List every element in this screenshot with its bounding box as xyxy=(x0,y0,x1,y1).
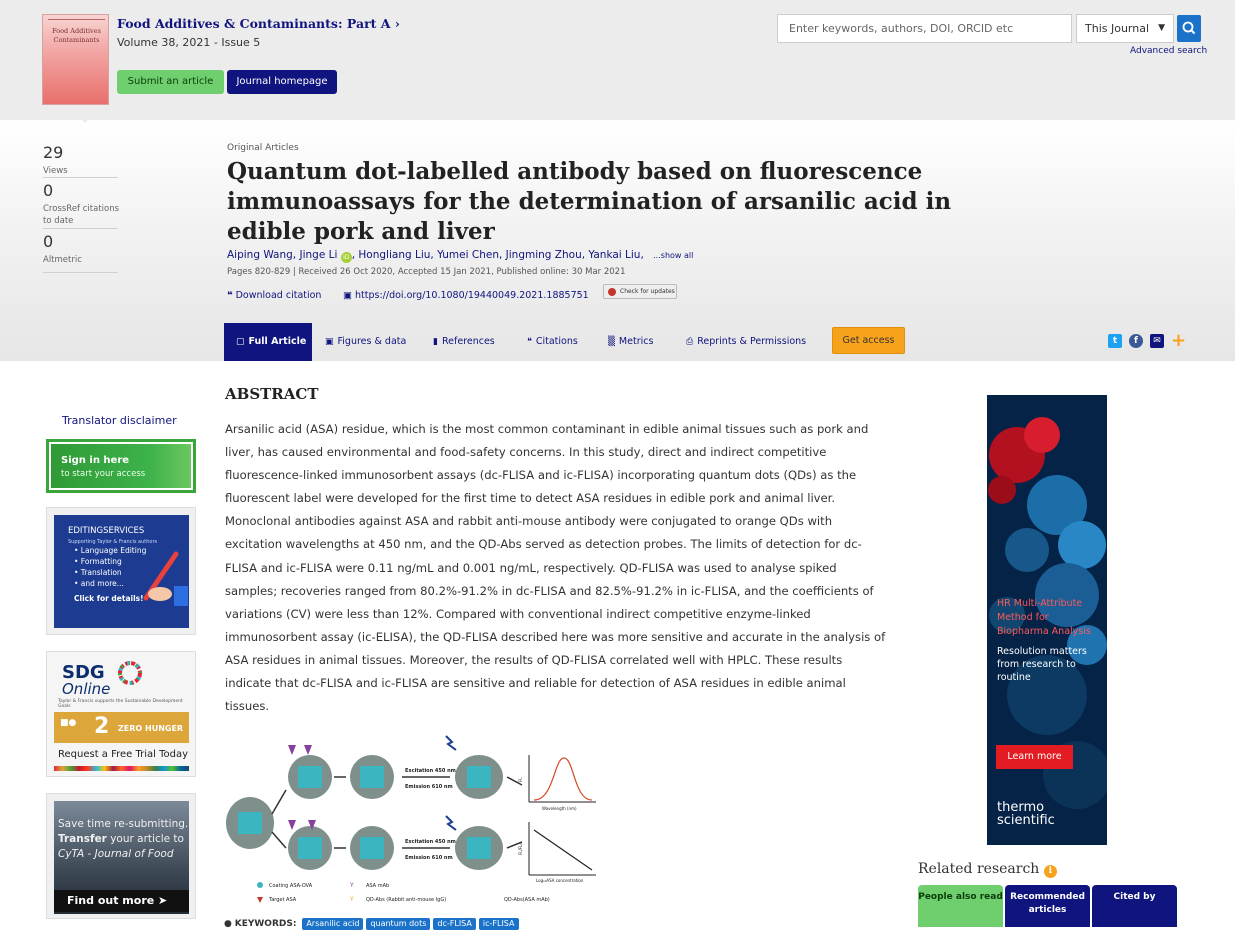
sign-in-banner[interactable] xyxy=(46,439,196,493)
editing-ad-item: • Translation xyxy=(74,568,122,577)
sdg-goal-number: 2 xyxy=(94,714,110,739)
light-bolt-icon xyxy=(446,816,456,830)
sign-in-subtitle: to start your access xyxy=(61,469,146,479)
advanced-search-link[interactable]: Advanced search xyxy=(1130,46,1208,56)
keyword-chip[interactable]: dc-FLISA xyxy=(433,918,475,930)
cyta-line-2: Transfer your article to xyxy=(58,833,184,845)
search-scope-select[interactable]: This Journal ▼ xyxy=(1076,14,1174,43)
chevron-right-icon: › xyxy=(394,16,400,31)
publication-history: Pages 820-829 | Received 26 Oct 2020, Accepted 15 Jan 2021, Published online: 30 Mar 2021 xyxy=(227,267,626,277)
journal-cover[interactable] xyxy=(42,14,109,105)
editing-ad-item: • Language Editing xyxy=(74,546,147,555)
get-access-button[interactable]: Get access xyxy=(832,327,905,354)
journal-volume[interactable]: Volume 38, 2021 - Issue 5 xyxy=(117,36,261,49)
arrow-circle-icon: ➤ xyxy=(158,894,168,907)
tag-icon: ● xyxy=(224,919,232,929)
quote-icon: ❝ xyxy=(527,337,532,347)
header-notch xyxy=(79,117,91,123)
sign-in-title: Sign in here xyxy=(61,455,130,466)
facebook-icon[interactable]: f xyxy=(1129,334,1143,348)
crossref-label: CrossRef citations to date xyxy=(43,204,120,226)
sdg-color-strip xyxy=(54,766,189,771)
sdg-goal-label: ZERO HUNGER xyxy=(118,724,184,733)
tab-citations[interactable]: ❝ Citations xyxy=(527,323,578,361)
emission-label: Emission 610 nm xyxy=(405,855,453,861)
tab-people-also-read[interactable]: People also read xyxy=(918,885,1003,927)
print-icon: ⎙ xyxy=(686,337,694,347)
search-input[interactable]: Enter keywords, authors, DOI, ORCID etc xyxy=(777,14,1072,43)
article-title: Quantum dot-labelled antibody based on fluorescence immunoassays for the determination of arsanilic acid in edible pork and liver xyxy=(227,158,952,245)
journal-title[interactable]: Food Additives & Contaminants: Part A › xyxy=(117,16,400,31)
tab-figures-data[interactable]: ▣ Figures & data xyxy=(325,323,406,361)
tab-full-article[interactable]: ▢ Full Article xyxy=(224,323,312,361)
svg-text:Y: Y xyxy=(350,896,354,903)
svg-text:QD-Abs(ASA mAb): QD-Abs(ASA mAb) xyxy=(504,897,550,903)
svg-text:QD-Abs (Rabbit anti-mouse IgG): QD-Abs (Rabbit anti-mouse IgG) xyxy=(366,897,447,903)
editing-ad-item: • and more... xyxy=(74,579,124,588)
info-icon[interactable]: i xyxy=(1044,865,1057,878)
ad-headline: HR Multi-Attribute Method for Biopharma Analysis xyxy=(997,598,1091,637)
pen-hand-icon xyxy=(140,548,190,608)
download-citation-link[interactable]: ❝ Download citation xyxy=(227,290,322,301)
altmetric-count: 0 xyxy=(43,232,54,251)
crossref-count: 0 xyxy=(43,181,54,200)
svg-text:FL/FL₀: FL/FL₀ xyxy=(518,842,523,855)
sdg-online-word: Online xyxy=(62,680,111,698)
sdg-cta: Request a Free Trial Today xyxy=(58,749,189,760)
emission-spectrum-curve xyxy=(534,758,592,800)
graphical-abstract-figure[interactable] xyxy=(224,730,602,910)
abstract-heading: ABSTRACT xyxy=(225,385,319,403)
metric-divider xyxy=(43,272,118,273)
altmetric-label: Altmetric xyxy=(43,255,82,265)
excitation-label: Excitation 450 nm xyxy=(405,839,456,845)
svg-text:FL: FL xyxy=(518,777,523,782)
abstract-text: Arsanilic acid (ASA) residue, which is the most common contaminant in edible animal tissues such as pork and liver, has caused environmental and food-safety concerns. In this study, direct and indirect competitive fluorescence-linked immunosorbent assays (dc-FLISA and ic-FLISA) incorporating quantum dots (QDs) as the fluorescent label were developed for the first time to detect ASA residues in edible pork and animal liver. Monoclonal antibodies against ASA and rabbit anti-mouse antibody were conjugated to orange QDs with excitation wavelengths at 450 nm, and the QD-Abs served as detection probes. The limits of detection for dc-FLISA and ic-FLISA were 0.11 ng/mL and 0.001 ng/mL, respectively. QD-FLISA was used to analyse spiked samples; recoveries ranged from 80.2%-91.2% in dc-FLISA and 82.5%-91.2% in ic-FLISA, and the coefficients of variations (CV) were less than 12%. Compared with conventional indirect competitive enzyme-linked immunosorbent assay (ic-ELISA), the QD-FLISA described here was more sensitive and accurate in the analysis of ASA residues in animal tissues. Moreover, the results of QD-FLISA correlated well with HPLC. These results indicate that dc-FLISA and ic-FLISA are sensitive and reliable for detection of ASA residues in edible animal tissues. xyxy=(225,422,886,714)
assay-schematic xyxy=(224,730,602,910)
orcid-icon[interactable]: iD xyxy=(341,252,352,263)
keyword-chip[interactable]: ic-FLISA xyxy=(479,918,519,930)
cover-rule xyxy=(48,19,105,20)
search-icon xyxy=(1177,15,1201,42)
svg-text:Wavelength (nm): Wavelength (nm) xyxy=(542,806,577,811)
editing-ad-item: • Formatting xyxy=(74,557,122,566)
svg-text:Coating ASA-OVA: Coating ASA-OVA xyxy=(269,883,313,889)
crossmark-icon xyxy=(608,288,616,296)
editing-ad-subtitle: Supporting Taylor & Francis authors xyxy=(68,539,158,545)
plus-icon[interactable]: + xyxy=(1171,330,1187,351)
author-list[interactable]: Aiping Wang, Jinge Li iD , Hongliang Liu, Yumei Chen, Jingming Zhou, Yankai Liu, ...show all xyxy=(227,249,694,261)
tractor-icon: ■● xyxy=(60,718,77,728)
metric-divider xyxy=(43,228,118,229)
chevron-down-icon: ▼ xyxy=(1158,23,1165,33)
ad-subheadline: Resolution matters from research to routine xyxy=(997,646,1087,683)
quote-icon: ❝ xyxy=(227,290,233,301)
emission-label: Emission 610 nm xyxy=(405,784,453,790)
document-icon: ▢ xyxy=(236,337,245,347)
tab-reprints-permissions[interactable]: ⎙ Reprints & Permissions xyxy=(686,323,806,361)
sdg-title: SDG xyxy=(62,662,105,683)
book-icon: ▮ xyxy=(433,337,438,347)
tab-cited-by[interactable]: Cited by xyxy=(1092,885,1177,927)
tab-references[interactable]: ▮ References xyxy=(433,323,495,361)
image-icon: ▣ xyxy=(325,337,334,347)
thermo-scientific-ad[interactable] xyxy=(987,395,1107,845)
translator-disclaimer-link[interactable]: Translator disclaimer xyxy=(62,414,177,427)
sdg-wheel-icon xyxy=(118,661,142,685)
cyta-line-1: Save time re-submitting. xyxy=(58,818,189,830)
bar-chart-icon: ▒ xyxy=(608,337,615,347)
svg-text:ASA mAb: ASA mAb xyxy=(366,883,390,889)
metric-divider xyxy=(43,177,118,178)
search-button[interactable] xyxy=(1177,15,1201,42)
tab-metrics[interactable]: ▒ Metrics xyxy=(608,323,653,361)
related-research-heading: Related research i xyxy=(918,861,1057,878)
keyword-chip[interactable]: Arsanilic acid xyxy=(302,918,363,930)
svg-text:Log₁₀ASA concentration: Log₁₀ASA concentration xyxy=(536,878,584,883)
editing-ad-cta: Click for details! xyxy=(74,594,144,603)
svg-text:Y: Y xyxy=(350,882,354,889)
article-section-label: Original Articles xyxy=(227,143,299,153)
doi-link[interactable]: ▣ https://doi.org/10.1080/19440049.2021.1885751 xyxy=(343,290,589,301)
keywords-row: ● KEYWORDS: Arsanilic acid quantum dots dc-FLISA ic-FLISA xyxy=(224,918,519,930)
check-for-updates-badge[interactable]: Check for updates xyxy=(603,284,677,299)
calibration-line xyxy=(534,830,592,870)
journal-homepage-button[interactable]: Journal homepage xyxy=(227,70,337,94)
tab-recommended-articles[interactable]: Recommended articles xyxy=(1005,885,1090,927)
editing-ad-title: EDITINGSERVICES xyxy=(68,526,145,536)
excitation-label: Excitation 450 nm xyxy=(405,768,456,774)
learn-more-button[interactable]: Learn more xyxy=(996,745,1073,769)
keyword-chip[interactable]: quantum dots xyxy=(366,918,430,930)
find-out-more-button[interactable]: Find out more ➤ xyxy=(54,890,189,912)
views-count: 29 xyxy=(43,143,64,162)
sdg-subtitle: Taylor & Francis supports the Sustainable Development Goals xyxy=(58,699,183,709)
thermo-brand: thermo scientific xyxy=(997,800,1055,828)
cover-title: Food Additives Contaminants xyxy=(52,27,101,44)
svg-text:Target ASA: Target ASA xyxy=(269,897,297,903)
submit-article-button[interactable]: Submit an article xyxy=(117,70,224,94)
twitter-icon[interactable]: t xyxy=(1108,334,1122,348)
show-all-authors-link[interactable]: ...show all xyxy=(653,251,694,260)
views-label: Views xyxy=(43,166,68,176)
sign-in-panel xyxy=(51,444,191,488)
external-link-icon: ▣ xyxy=(343,290,352,301)
cyta-line-3: CyTA - Journal of Food xyxy=(58,848,174,860)
email-icon[interactable]: ✉ xyxy=(1150,334,1164,348)
light-bolt-icon xyxy=(446,736,456,750)
